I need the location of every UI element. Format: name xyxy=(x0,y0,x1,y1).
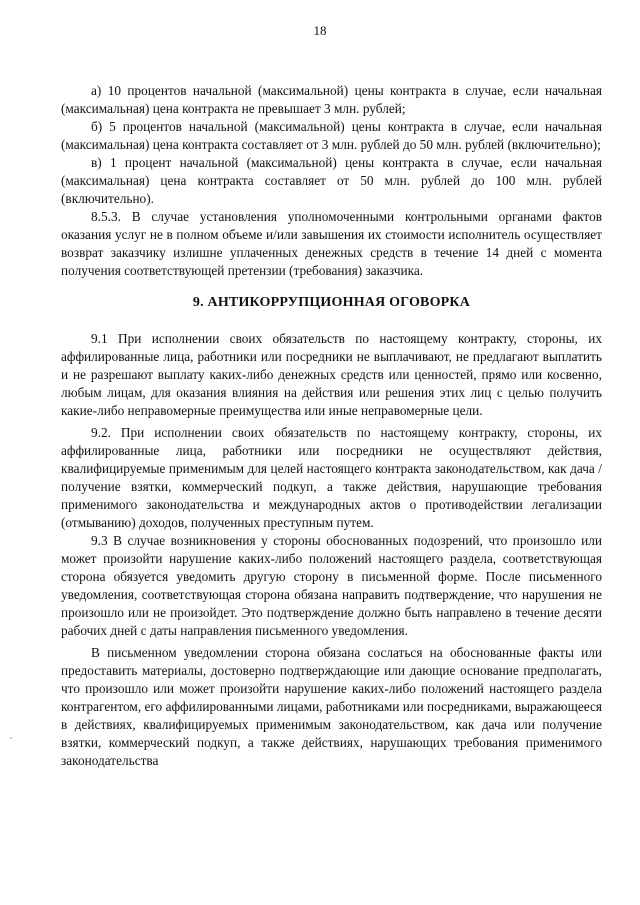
page-number: 18 xyxy=(313,23,327,38)
paragraph-9-2: 9.2. При исполнении своих обязательств по настоящему контракту, стороны, их аффилированные лица, работники или посредники не осуществляют действия, квалифицируемые применимым для целей настоящего контракта законодательством, как дача / получение взятки, коммерческий подкуп, а также действия, нарушающие требования применимого законодательства и международных актов о противодействии легализации (отмыванию) доходов, полученных преступным путем. xyxy=(61,425,602,530)
paragraph-item-b: б) 5 процентов начальной (максимальной) цены контракта в случае, если начальная (максимальная) цена контракта составляет от 3 млн. рублей до 50 млн. рублей (включительно); xyxy=(61,119,602,152)
paragraph-notification: В письменном уведомлении сторона обязана сослаться на обоснованные факты или предоставить материалы, достоверно подтверждающие или дающие основание предполагать, что произошло или может произойти нарушение каких-либо положений настоящего раздела контрагентом, его аффилированными лицами, работниками или посредниками, выражающееся в действиях, квалифицируемых применимым законодательством, как дача или получение взятки, коммерческий подкуп, а также действиях, нарушающих требования применимого законодательства xyxy=(61,645,602,768)
paragraph-item-v: в) 1 процент начальной (максимальной) цены контракта в случае, если начальная (максимальная) цена контракта составляет от 50 млн. рублей до 100 млн. рублей (включительно). xyxy=(61,155,602,206)
section-heading: 9. АНТИКОРРУПЦИОННАЯ ОГОВОРКА xyxy=(192,295,471,310)
paragraph-9-1: 9.1 При исполнении своих обязательств по настоящему контракту, стороны, их аффилированные лица, работники или посредники не выплачивают, не предлагают выплатить и не разрешают выплату каких-либо денежных средств или ценностей, прямо или косвенно, любым лицам, для оказания влияния на действия или решения этих лиц с целью получить какие-либо неправомерные преимущества или иные неправомерные цели. xyxy=(61,331,602,418)
paragraph-8-5-3: 8.5.3. В случае установления уполномоченными контрольными органами фактов оказания услуг не в полном объеме и/или завышения их стоимости исполнитель осуществляет возврат заказчику излишне уплаченных денежных средств в течение 14 дней с момента получения соответствующей претензии (требования) заказчика. xyxy=(61,209,602,278)
scan-speck xyxy=(10,737,12,739)
paragraph-item-a: а) 10 процентов начальной (максимальной) цены контракта в случае, если начальная (максимальная) цена контракта не превышает 3 млн. рублей; xyxy=(61,83,602,116)
paragraph-9-3: 9.3 В случае возникновения у стороны обоснованных подозрений, что произошло или может произойти нарушение каких-либо положений настоящего раздела, соответствующая сторона обязуется уведомить другую сторону в письменной форме. После письменного уведомления, соответствующая сторона обязана направить подтверждение, что нарушения не произошло или не произойдет. Это подтверждение должно быть направлено в течение десяти рабочих дней с даты направления письменного уведомления. xyxy=(61,533,602,638)
document-body xyxy=(61,82,602,770)
